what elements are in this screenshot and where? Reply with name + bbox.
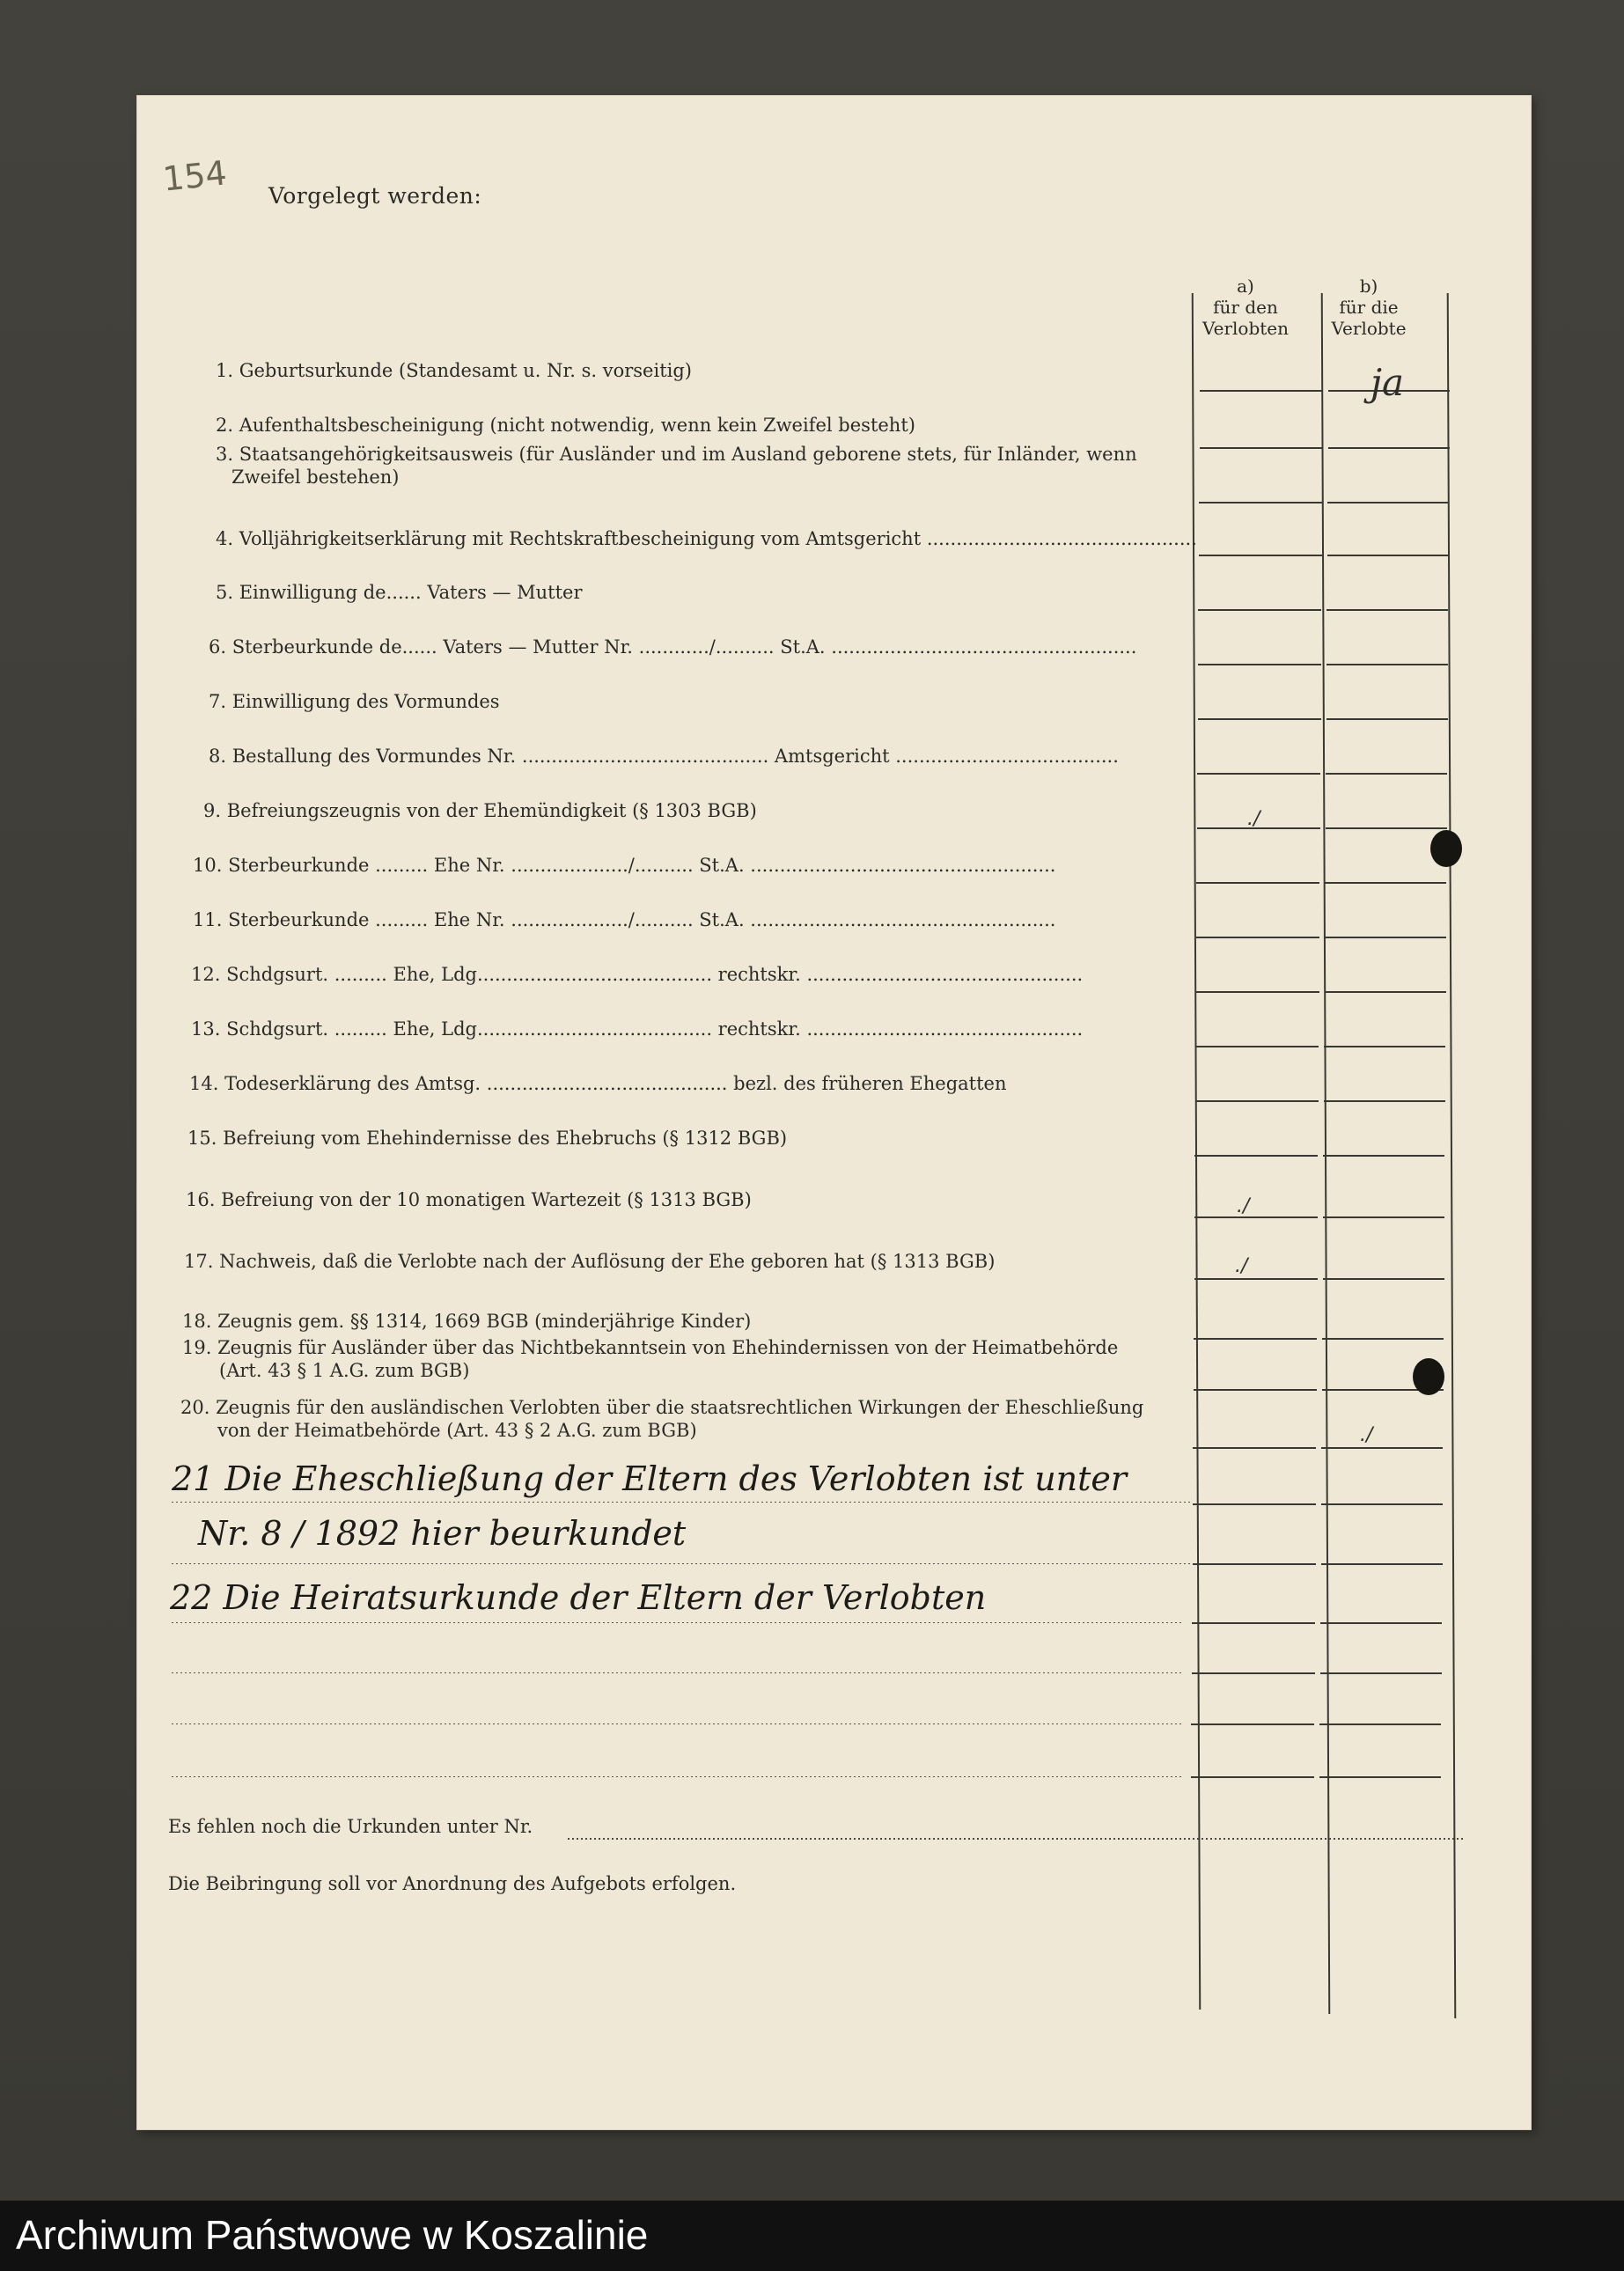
cell-line-a: [1193, 1503, 1316, 1505]
cell-line-a: [1194, 1216, 1318, 1218]
cell-line-b: [1327, 555, 1449, 556]
mark-col-b-row20: ./: [1360, 1424, 1373, 1446]
item-8: 8. Bestallung des Vormundes Nr. .......................................... Amtsgericht ......................................: [209, 746, 1119, 767]
item-19: 19. Zeugnis für Ausländer über das Nichtbekanntsein von Ehehindernissen von der Heimatbehörde: [182, 1337, 1119, 1358]
cell-line-a: [1194, 1389, 1317, 1391]
cell-line-b: [1324, 1046, 1445, 1047]
handwritten-line-3: 22 Die Heiratsurkunde der Eltern der Verlobten: [170, 1578, 987, 1617]
archive-banner: [0, 2201, 1624, 2271]
cell-line-b: [1326, 664, 1448, 665]
cell-line-b: [1320, 1672, 1442, 1674]
cell-line-b: [1325, 882, 1446, 884]
seal-lower: [1413, 1358, 1444, 1395]
cell-line-b: [1321, 1563, 1443, 1565]
item-14: 14. Todeserklärung des Amtsg. ......................................... bezl. des früheren Ehegatten: [189, 1073, 1007, 1094]
cell-line-a: [1198, 664, 1321, 665]
column-header-b: [1307, 276, 1430, 339]
item-9: 9. Befreiungszeugnis von der Ehemündigkeit (§ 1303 BGB): [203, 800, 757, 821]
archive-banner-text: Archiwum Państwowe w Koszalinie: [16, 2212, 649, 2258]
column-b-line1: für die: [1339, 297, 1399, 318]
cell-line-b: [1326, 718, 1448, 720]
cell-line-b: [1320, 1622, 1442, 1624]
cell-line-a: [1193, 1563, 1316, 1565]
cell-line-b: [1326, 827, 1447, 829]
item-19-cont: (Art. 43 § 1 A.G. zum BGB): [219, 1360, 470, 1381]
table-vline-right: [1447, 293, 1457, 2018]
page-heading: Vorgelegt werden:: [268, 183, 482, 209]
cell-line-a: [1200, 390, 1323, 392]
item-18: 18. Zeugnis gem. §§ 1314, 1669 BGB (minderjährige Kinder): [182, 1311, 752, 1332]
cell-line-a: [1192, 1622, 1315, 1624]
cell-line-b: [1319, 1723, 1441, 1725]
cell-line-a: [1198, 718, 1321, 720]
item-6: 6. Sterbeurkunde de...... Vaters — Mutter Nr. ............/.......... St.A. ....................................................: [209, 636, 1137, 658]
cell-line-a: [1200, 447, 1323, 449]
missing-documents-field: [568, 1838, 1466, 1840]
table-vline-middle: [1321, 293, 1331, 2014]
blank-rule-5: [172, 1723, 1184, 1724]
missing-documents-label: Es fehlen noch die Urkunden unter Nr.: [168, 1816, 533, 1837]
cell-line-a: [1193, 1447, 1316, 1449]
column-a-line2: Verlobten: [1202, 318, 1289, 339]
item-1: 1. Geburtsurkunde (Standesamt u. Nr. s. vorseitig): [216, 360, 692, 381]
cell-line-a: [1195, 1100, 1319, 1102]
mark-col-a-row9: ./: [1247, 808, 1260, 830]
column-a-letter: a): [1237, 276, 1254, 297]
column-b-letter: b): [1359, 276, 1378, 297]
cell-line-b: [1326, 609, 1448, 611]
mark-col-a-row16: ./: [1237, 1195, 1250, 1217]
cell-line-a: [1199, 502, 1322, 503]
item-20-cont: von der Heimatbehörde (Art. 43 § 2 A.G. zum BGB): [217, 1420, 697, 1441]
procurement-note: Die Beibringung soll vor Anordnung des Aufgebots erfolgen.: [168, 1873, 737, 1894]
cell-line-a: [1192, 1672, 1315, 1674]
item-11: 11. Sterbeurkunde ......... Ehe Nr. ..................../.......... St.A. ....................................................: [193, 909, 1056, 930]
handwritten-line-2: Nr. 8 / 1892 hier beurkundet: [198, 1514, 687, 1553]
seal-upper: [1430, 830, 1462, 867]
cell-line-b: [1319, 1776, 1441, 1778]
archive-page-number: 154: [160, 153, 229, 199]
cell-line-a: [1196, 991, 1319, 993]
mark-col-b-row1: ja: [1370, 361, 1405, 404]
item-2: 2. Aufenthaltsbescheinigung (nicht notwendig, wenn kein Zweifel besteht): [216, 415, 915, 436]
cell-line-a: [1194, 1278, 1318, 1280]
item-20: 20. Zeugnis für den ausländischen Verlobten über die staatsrechtlichen Wirkungen der Eheschließung: [180, 1397, 1144, 1418]
item-16: 16. Befreiung von der 10 monatigen Wartezeit (§ 1313 BGB): [186, 1189, 752, 1210]
cell-line-b: [1323, 1155, 1444, 1157]
cell-line-b: [1321, 1447, 1443, 1449]
cell-line-b: [1324, 1100, 1445, 1102]
cell-line-b: [1325, 991, 1446, 993]
item-3-cont: Zweifel bestehen): [231, 467, 400, 488]
cell-line-a: [1194, 1155, 1318, 1157]
item-10: 10. Sterbeurkunde ......... Ehe Nr. ..................../.......... St.A. ....................................................: [193, 855, 1056, 876]
item-12: 12. Schdgsurt. ......... Ehe, Ldg........................................ rechtskr. ...............................................: [191, 964, 1084, 985]
column-header-a: [1184, 276, 1307, 339]
cell-line-b: [1328, 447, 1450, 449]
column-a-line1: für den: [1213, 297, 1278, 318]
cell-line-b: [1322, 1338, 1444, 1340]
item-13: 13. Schdgsurt. ......... Ehe, Ldg........................................ rechtskr. ...............................................: [191, 1018, 1084, 1040]
document-page: [136, 95, 1532, 2130]
mark-col-a-row17: ./: [1235, 1255, 1248, 1277]
cell-line-a: [1195, 1046, 1319, 1047]
cell-line-a: [1191, 1776, 1314, 1778]
item-15: 15. Befreiung vom Ehehindernisse des Ehebruchs (§ 1312 BGB): [187, 1128, 788, 1149]
cell-line-b: [1323, 1278, 1444, 1280]
blank-rule-4: [172, 1672, 1184, 1673]
blank-rule-6: [172, 1776, 1184, 1777]
cell-line-a: [1194, 1338, 1317, 1340]
cell-line-a: [1198, 609, 1321, 611]
item-7: 7. Einwilligung des Vormundes: [209, 691, 500, 712]
cell-line-a: [1196, 937, 1319, 938]
column-b-line2: Verlobte: [1331, 318, 1407, 339]
handwritten-rule-1: [172, 1502, 1193, 1503]
table-vline-left: [1192, 293, 1201, 2010]
handwritten-rule-3: [172, 1622, 1184, 1623]
handwritten-line-1: 21 Die Eheschließung der Eltern des Verlobten ist unter: [172, 1459, 1128, 1498]
item-4: 4. Volljährigkeitserklärung mit Rechtskraftbescheinigung vom Amtsgericht ..............................................: [216, 528, 1197, 549]
cell-line-b: [1325, 937, 1446, 938]
cell-line-b: [1326, 773, 1447, 775]
item-3: 3. Staatsangehörigkeitsausweis (für Ausländer und im Ausland geborene stets, für Inländer, wenn: [216, 444, 1137, 465]
item-17: 17. Nachweis, daß die Verlobte nach der Auflösung der Ehe geboren hat (§ 1313 BGB): [184, 1251, 996, 1272]
handwritten-rule-2: [172, 1563, 1193, 1564]
cell-line-a: [1191, 1723, 1314, 1725]
item-5: 5. Einwilligung de...... Vaters — Mutter: [216, 582, 583, 603]
cell-line-a: [1197, 773, 1320, 775]
cell-line-b: [1321, 1503, 1443, 1505]
cell-line-b: [1323, 1216, 1444, 1218]
cell-line-a: [1196, 882, 1319, 884]
cell-line-a: [1199, 555, 1322, 556]
cell-line-b: [1327, 502, 1449, 503]
